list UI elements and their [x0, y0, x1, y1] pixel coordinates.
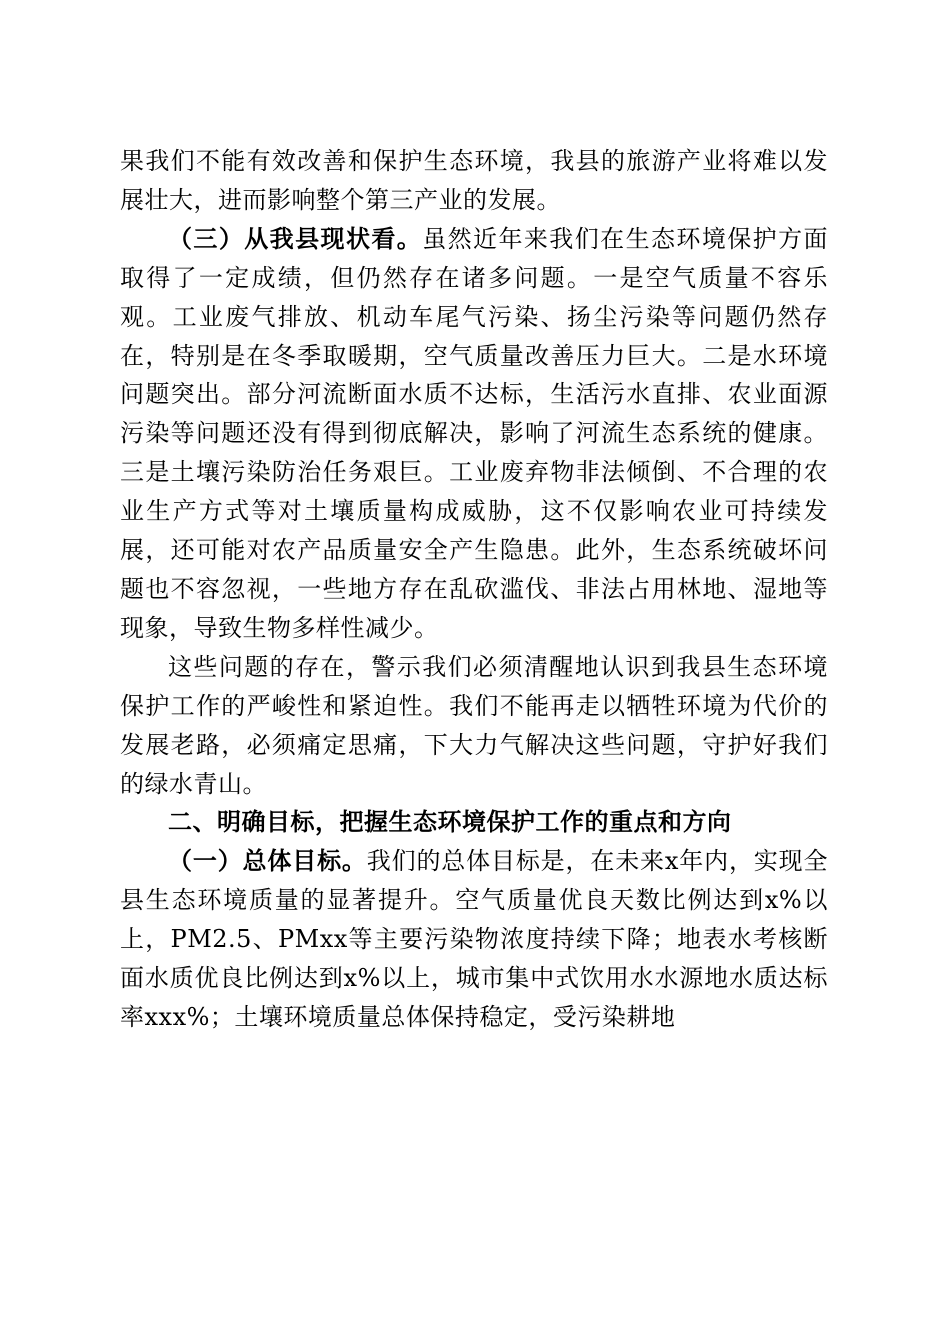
section-heading: [120, 803, 828, 842]
paragraph-text: 虽然近年来我们在生态环境保护方面取得了一定成绩，但仍然存在诸多问题。一是空气质量不容乐观。工业废气排放、机动车尾气污染、扬尘污染等问题仍然存在，特别是在冬季取暖期，空气质量改善压力巨大。二是水环境问题突出。部分河流断面水质不达标，生活污水直排、农业面源污染等问题还没有得到彻底解决，影响了河流生态系统的健康。三是土壤污染防治任务艰巨。工业废弃物非法倾倒、不合理的农业生产方式等对土壤质量构成威胁，这不仅影响农业可持续发展，还可能对农产品质量安全产生隐患。此外，生态系统破坏问题也不容忽视，一些地方存在乱砍滥伐、非法占用林地、湿地等现象，导致生物多样性减少。: [120, 224, 829, 642]
paragraph-text: 我们的总体目标是，在未来x年内，实现全县生态环境质量的显著提升。空气质量优良天数比例达到x%以上，PM2.5、PMxx等主要污染物浓度持续下降；地表水考核断面水质优良比例达到x%以上，城市集中式饮用水水源地水质达标率xxx%；土壤环境质量总体保持稳定，受污染耕地: [120, 847, 828, 1031]
paragraph-current-situation: [120, 220, 828, 648]
paragraph-text: 果我们不能有效改善和保护生态环境，我县的旅游产业将难以发展壮大，进而影响整个第三产业的发展。: [120, 147, 828, 214]
paragraph-text: 这些问题的存在，警示我们必须清醒地认识到我县生态环境保护工作的严峻性和紧迫性。我们不能再走以牺牲环境为代价的发展老路，必须痛定思痛，下大力气解决这些问题，守护好我们的绿水青山。: [120, 652, 828, 798]
paragraph-lead: （一）总体目标。: [168, 846, 367, 876]
paragraph-overall-goal: [120, 842, 828, 1037]
paragraph-lead: （三）从我县现状看。: [168, 223, 423, 253]
section-heading-text: 二、明确目标，把握生态环境保护工作的重点和方向: [168, 808, 732, 837]
document-body: [120, 142, 828, 1037]
paragraph-tourism-continuation: [120, 142, 828, 220]
paragraph-warning: [120, 648, 828, 804]
